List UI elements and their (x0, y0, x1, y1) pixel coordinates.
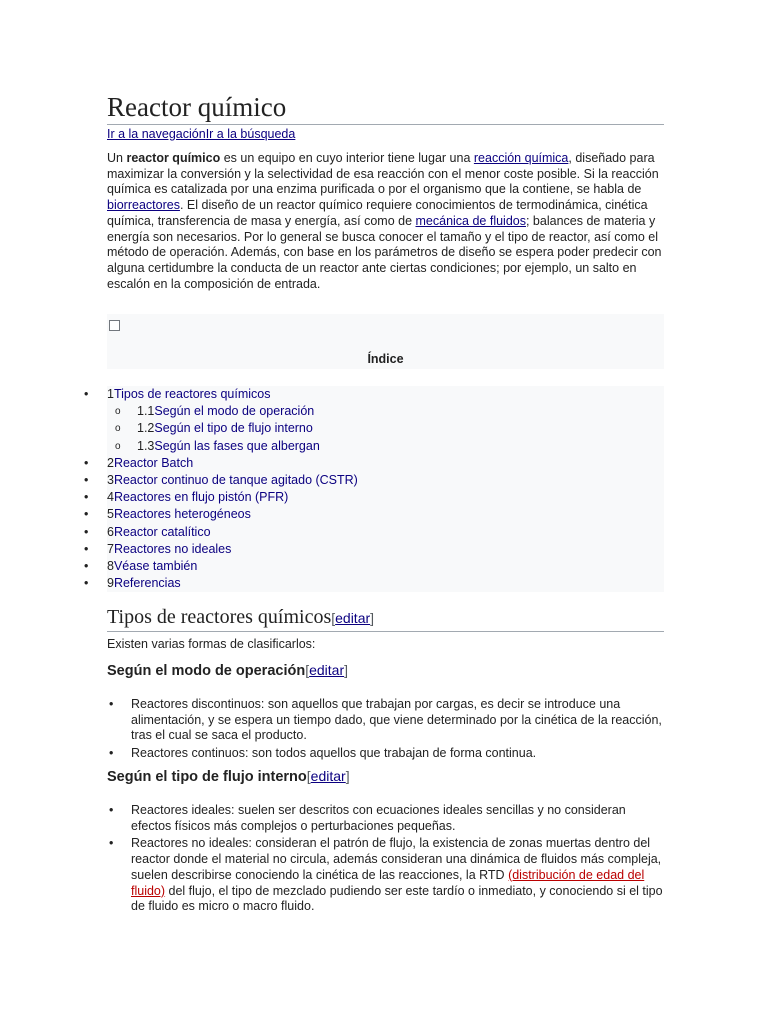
edit-link[interactable]: editar (335, 610, 371, 626)
toc-item[interactable] (107, 455, 664, 472)
toc-item[interactable] (107, 558, 664, 575)
link-distribucion-edad-fluido[interactable]: (distribución de edad del fluido) (131, 867, 645, 898)
jump-links (107, 127, 295, 141)
table-of-contents (107, 314, 664, 592)
page-title: Reactor químico (107, 92, 664, 125)
toc-item-link[interactable]: Reactor catalítico (113, 524, 211, 539)
edit-section: [editar] (305, 662, 349, 678)
section-heading-text: Tipos de reactores químicos (107, 606, 332, 628)
edit-link[interactable]: editar (310, 768, 346, 784)
toc-header (107, 314, 664, 369)
toc-item[interactable] (107, 575, 664, 592)
intro-text: es un equipo en cuyo interior tiene lugar una (220, 151, 474, 165)
toc-item-number: 3 (107, 472, 114, 487)
toc-list (107, 386, 664, 592)
toc-item-number: 2 (107, 455, 114, 470)
subsection-heading-flujo-interno (107, 767, 350, 786)
toc-item-link[interactable]: Reactor Batch (113, 455, 194, 470)
toc-item-number: 1.3 (137, 438, 155, 453)
list-item-text: Reactores no ideales: consideran el patrón de flujo, la existencia de zonas muertas dentro del reactor donde el material no circula, además consideran una dinámica de fluidos más compleja, suelen describirse conociendo la cinética de las reacciones, la RTD (131, 836, 662, 882)
subsection-heading-text: Según el modo de operación (107, 663, 306, 679)
toc-item-link[interactable]: Reactor continuo de tanque agitado (CSTR) (113, 472, 358, 487)
intro-text: . El diseño de un reactor químico requiere conocimientos de termodinámica, cinética química, transferencia de masa y energía, así como de (107, 198, 648, 228)
toc-item[interactable] (107, 438, 664, 455)
toc-toggle-checkbox[interactable] (109, 320, 120, 331)
toc-item[interactable] (107, 541, 664, 558)
toc-item-link[interactable]: Reactores en flujo pistón (PFR) (113, 490, 289, 505)
toc-item[interactable] (107, 524, 664, 541)
toc-item[interactable] (107, 506, 664, 523)
toc-item-link[interactable]: Según el tipo de flujo interno (154, 421, 313, 436)
toc-item[interactable] (107, 472, 664, 489)
link-reaccion-quimica[interactable]: reacción química (473, 151, 569, 165)
intro-text: ; balances de materia y energía son necesarios. Por lo general se busca conocer el tamaño y el tipo de reactor, así como el método de operación. Además, con base en los parámetros de diseño se espera poder predecir con alguna certidumbre la conducta de un reactor ante ciertas condiciones; por ejemplo, un salto en escalón en la composición de entrada. (107, 213, 662, 291)
toc-item[interactable] (107, 420, 664, 437)
toc-title: Índice (367, 352, 404, 366)
link-biorreactores[interactable]: biorreactores (107, 198, 180, 213)
toc-item-link[interactable]: Tipos de reactores químicos (113, 387, 271, 401)
subsection-heading-modo-operacion (107, 661, 348, 680)
link-mecanica-de-fluidos[interactable]: mecánica de fluidos (415, 213, 526, 228)
modo-operacion-list (107, 697, 664, 764)
list-item-text: del flujo, el tipo de mezclado pudiendo ser este tardío o inmediato, y conociendo si el tipo de fluido es micro o macro fluido. (131, 883, 663, 914)
jump-to-navigation-link[interactable]: Ir a la navegación (107, 127, 206, 141)
intro-text: Un (107, 151, 127, 165)
toc-item-number: 6 (107, 524, 114, 539)
toc-item-number: 5 (107, 507, 114, 522)
toc-item-number: 1.2 (137, 421, 155, 436)
toc-item-number: 4 (107, 490, 114, 505)
toc-item-link[interactable]: Reactores heterogéneos (113, 507, 251, 522)
toc-item[interactable] (107, 489, 664, 506)
jump-to-search-link[interactable]: Ir a la búsqueda (205, 127, 296, 141)
toc-item-link[interactable]: Véase también (113, 558, 198, 573)
section-intro-text: Existen varias formas de clasificarlos: (107, 637, 316, 651)
toc-item-number: 7 (107, 541, 114, 556)
toc-item[interactable] (107, 403, 664, 420)
toc-item-number: 1.1 (137, 404, 155, 419)
edit-link[interactable]: editar (309, 662, 345, 678)
subsection-heading-text: Según el tipo de flujo interno (107, 769, 307, 785)
edit-section: [editar] (331, 610, 375, 626)
list-item: • Reactores ideales: suelen ser descritos con ecuaciones ideales sencillas y no consideran efectos físicos más complejos o perturbaciones pequeñas. (107, 803, 664, 834)
section-heading-tipos (107, 605, 664, 632)
toc-item-number: 9 (107, 576, 114, 591)
toc-item-number: 1 (107, 387, 114, 401)
intro-paragraph (107, 151, 664, 292)
intro-bold-term: reactor químico (126, 151, 221, 165)
toc-item-link[interactable]: Según las fases que albergan (154, 438, 320, 453)
list-item: • Reactores continuos: son todos aquellos que trabajan de forma continua. (107, 746, 664, 762)
toc-item-number: 8 (107, 558, 114, 573)
list-item: • Reactores discontinuos: son aquellos que trabajan por cargas, es decir se introduce una alimentación, y se espera un tiempo dado, que viene determinado por la cinética de la reacción, tras el cual se saca el producto. (107, 697, 664, 744)
toc-item-link[interactable]: Referencias (113, 576, 181, 591)
toc-item-link[interactable]: Reactores no ideales (113, 541, 232, 556)
intro-text: , diseñado para maximizar la conversión y la selectividad de esa reacción con el menor coste posible. Si la reacción química es catalizada por una enzima purificada o por el organismo que la contiene, se habla de (107, 151, 659, 197)
edit-section: [editar] (306, 768, 350, 784)
list-item (107, 836, 664, 915)
toc-item-link[interactable]: Según el modo de operación (154, 404, 315, 419)
toc-item[interactable] (107, 386, 664, 403)
flujo-interno-list (107, 803, 664, 917)
